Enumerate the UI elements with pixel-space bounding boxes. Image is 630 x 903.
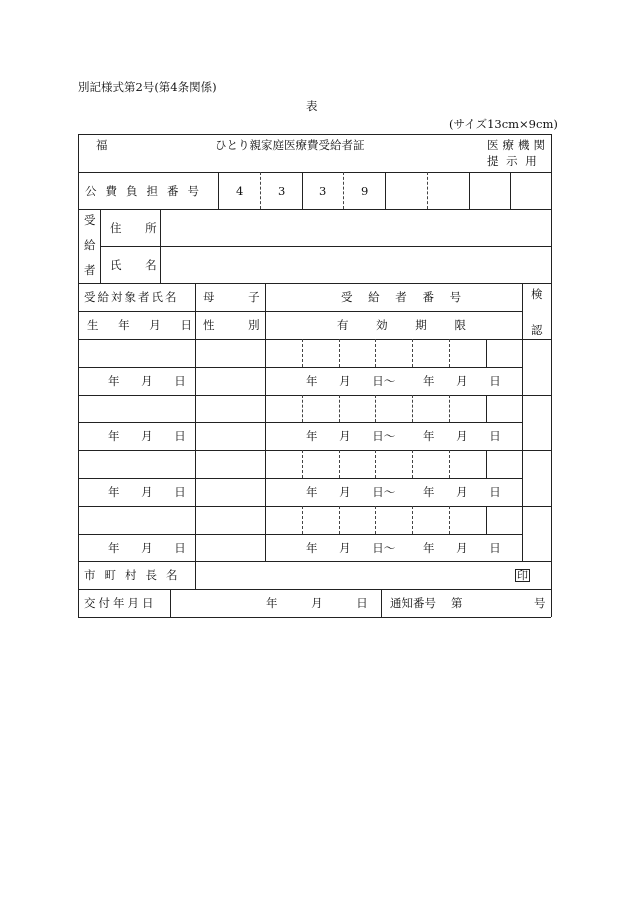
corner-label: 福: [96, 138, 108, 152]
form-reference: 別記様式第2号(第4条関係): [78, 80, 217, 94]
validity-from: 年 月 日〜: [306, 374, 396, 388]
dob-value: 年 月 日: [108, 429, 186, 443]
payer-digit: 9: [361, 184, 369, 198]
recipient-group-label-3: 者: [84, 263, 96, 277]
recipient-number-header: 受 給 者 番 号: [341, 290, 462, 304]
presentation-line2: 提 示 用: [487, 154, 539, 168]
recipient-group-label-2: 給: [84, 238, 96, 252]
payer-digit: 4: [236, 184, 244, 198]
validity-from: 年 月 日〜: [306, 429, 396, 443]
seal-mark: 印: [517, 569, 528, 582]
notice-number-prefix: 第: [451, 596, 463, 610]
notice-number-suffix: 号: [534, 596, 546, 610]
issue-date-value: 年 月 日: [266, 596, 368, 610]
recipient-group-label-1: 受: [84, 213, 96, 227]
validity-to: 年 月 日: [423, 541, 501, 555]
issue-date-label: 交付年月日: [84, 596, 157, 610]
presentation-line1: 医療機関: [487, 138, 549, 152]
sex-header: 性 別: [203, 318, 260, 332]
dob-header: 生 年 月 日: [87, 318, 192, 332]
side-label: 表: [306, 99, 318, 113]
dob-value: 年 月 日: [108, 541, 186, 555]
validity-header: 有 効 期 限: [337, 318, 466, 332]
size-note: (サイズ13cm×9cm): [449, 117, 558, 131]
validity-from: 年 月 日〜: [306, 541, 396, 555]
validity-to: 年 月 日: [423, 429, 501, 443]
validity-to: 年 月 日: [423, 485, 501, 499]
relation-header: 母 子: [203, 290, 260, 304]
payer-digit: 3: [319, 184, 327, 198]
inspection-header-2: 認: [531, 323, 543, 337]
payer-digit: 3: [278, 184, 286, 198]
certificate-title: ひとり親家庭医療費受給者証: [215, 138, 365, 152]
validity-from: 年 月 日〜: [306, 485, 396, 499]
beneficiary-name-header: 受給対象者氏名: [84, 290, 179, 304]
address-label: 住 所: [110, 221, 157, 235]
dob-value: 年 月 日: [108, 374, 186, 388]
dob-value: 年 月 日: [108, 485, 186, 499]
inspection-header-1: 検: [531, 287, 543, 301]
validity-to: 年 月 日: [423, 374, 501, 388]
notice-number-label: 通知番号: [390, 596, 436, 610]
payer-number-label: 公費負担番号: [85, 184, 208, 198]
mayor-label: 市町村長名: [84, 568, 187, 582]
name-label: 氏 名: [110, 258, 157, 272]
